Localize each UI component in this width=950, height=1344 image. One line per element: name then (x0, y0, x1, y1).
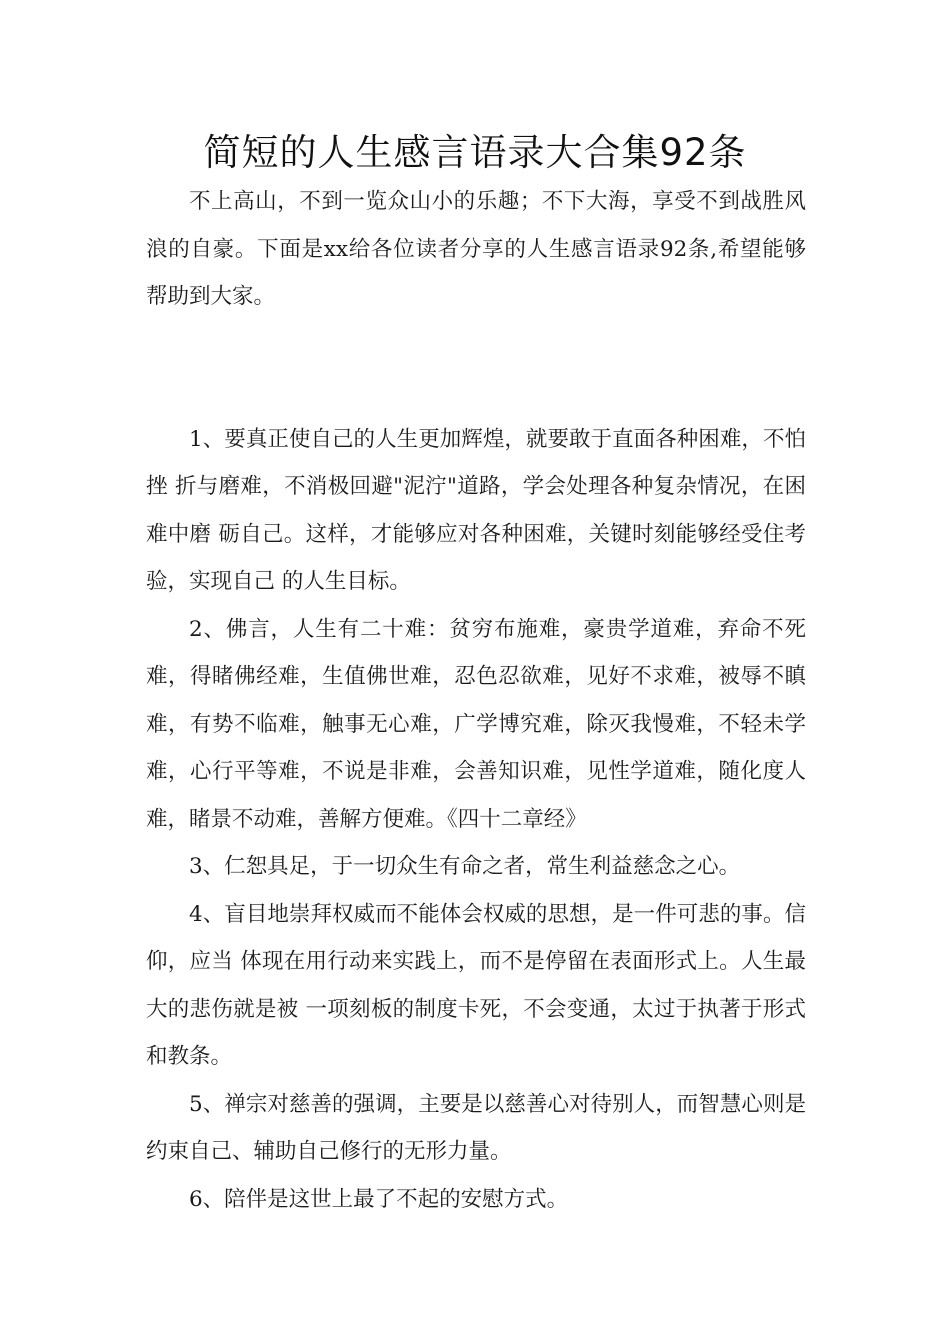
quote-item-6: 6、陪伴是这世上最了不起的安慰方式。 (189, 1186, 569, 1212)
quote-item-1: 1、要真正使自己的人生更加辉煌，就要敢于直面各种困难，不怕挫 折与磨难，不消极回避"泥泞"道路，学会处理各种复杂情况，在困难中磨 砺自己。这样，才能够应对各种困难，关键时刻能够经受住考验，实现自己 的人生目标。 (146, 426, 806, 594)
document-title: 简短的人生感言语录大合集92条 (203, 131, 747, 174)
quote-item-2: 2、佛言，人生有二十难：贫穷布施难，豪贵学道难，弃命不死难，得睹佛经难，生值佛世难，忍色忍欲难，见好不求难，被辱不瞋难，有势不临难，触事无心难，广学博究难，除灭我慢难，不轻未学难，心行平等难，不说是非难，会善知识难，见性学道难，随化度人难，睹景不动难，善解方便难。《四十二章经》 (146, 616, 806, 832)
intro-paragraph: 不上高山，不到一览众山小的乐趣；不下大海，享受不到战胜风浪的自豪。下面是xx给各位读者分享的人生感言语录92条,希望能够帮助到大家。 (146, 189, 806, 309)
paragraph-spacer (146, 321, 806, 416)
quote-item-3: 3、仁恕具足，于一切众生有命之者，常生利益慈念之心。 (189, 854, 741, 879)
quote-item-5: 5、禅宗对慈善的强调，主要是以慈善心对待别人，而智慧心则是约束自己、辅助自己修行的无形力量。 (146, 1091, 806, 1164)
quote-item-4: 4、盲目地崇拜权威而不能体会权威的思想，是一件可悲的事。信仰，应当 体现在用行动来实践上，而不是停留在表面形式上。人生最大的悲伤就是被 一项刻板的制度卡死，不会变通，太过于执著于形式和教条。 (146, 901, 806, 1069)
document-body (146, 178, 806, 1223)
